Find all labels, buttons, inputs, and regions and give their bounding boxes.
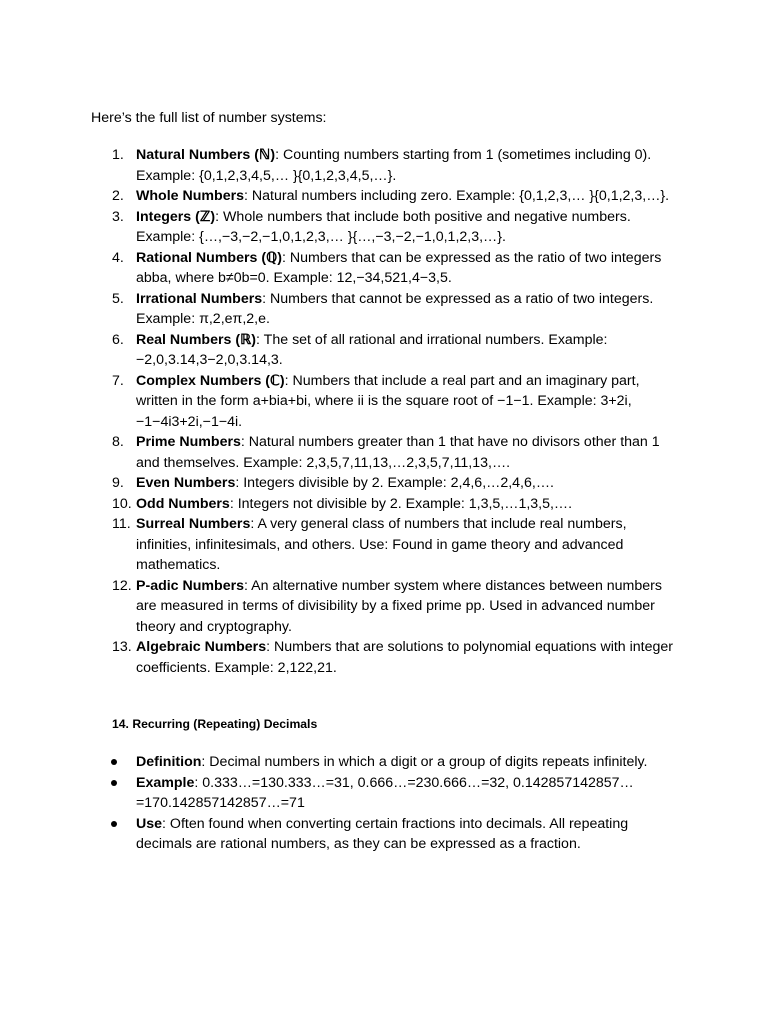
list-item <box>91 248 681 289</box>
list-item <box>91 494 681 515</box>
list-marker: 11. <box>112 516 131 532</box>
item-term: P-adic Numbers <box>136 577 245 594</box>
item-term: Surreal Numbers <box>136 516 251 532</box>
list-marker: 9. <box>112 475 124 491</box>
item-description: : Whole numbers that include both positive and negative numbers. Example: {…,−3,−2,−1,0,1,2,3,… }{…,−3,−2,−1,0,1,2,3,…}. <box>136 208 631 245</box>
list-item <box>91 814 681 855</box>
list-marker: 12. <box>112 577 132 594</box>
item-term: Use <box>136 815 163 832</box>
bullet-icon <box>111 759 117 765</box>
number-systems-list <box>91 145 681 678</box>
item-term: Rational Numbers (ℚ) <box>136 249 282 266</box>
list-item <box>91 330 681 371</box>
list-marker: 10. <box>112 495 132 512</box>
item-description: : Natural numbers greater than 1 that have no divisors other than 1 and themselves. Example: 2,3,5,7,11,13,…2,3,5,7,11,13,…. <box>136 434 660 471</box>
list-marker: 6. <box>112 331 124 348</box>
list-item <box>91 637 681 678</box>
list-marker: 13. <box>112 639 132 655</box>
item-term: Definition <box>136 754 202 770</box>
item-term: Even Numbers <box>136 475 236 491</box>
list-item <box>91 752 681 773</box>
item-term: Odd Numbers <box>136 495 230 512</box>
item-description: : An alternative number system where distances between numbers are measured in terms of divisibility by a fixed prime pp. Used in advanced number theory and cryptography. <box>136 577 662 635</box>
item-description: : Integers divisible by 2. Example: 2,4,6,…2,4,6,…. <box>235 475 554 491</box>
list-item <box>91 145 681 186</box>
list-marker: 5. <box>112 290 124 307</box>
item-term: Example <box>136 774 195 791</box>
item-description: : Numbers that include a real part and an imaginary part, written in the form a+bia+bi, where ii is the square root of −1−1. Example: 3+2i,−1−4i3+2i,−1−4i. <box>136 372 640 430</box>
item-term: Irrational Numbers <box>136 290 263 307</box>
item-description: : Numbers that cannot be expressed as a ratio of two integers. Example: π,2,eπ,2,e. <box>136 290 654 327</box>
list-item <box>91 289 681 330</box>
bullet-icon <box>111 780 117 786</box>
list-item <box>91 371 681 433</box>
list-item <box>91 207 681 248</box>
list-marker: 1. <box>112 147 124 163</box>
item-description: : Counting numbers starting from 1 (sometimes including 0). Example: {0,1,2,3,4,5,… }{0,1,2,3,4,5,…}. <box>136 147 652 184</box>
item-description: : Numbers that can be expressed as the ratio of two integers abba, where b≠0b=0. Example: 12,−34,521,4−3,5. <box>136 249 662 286</box>
item-term: Prime Numbers <box>136 434 241 450</box>
item-description: : 0.333…=130.333…=31, 0.666…=230.666…=32, 0.142857142857…=170.142857142857…=71 <box>136 774 634 811</box>
list-marker: 2. <box>112 188 124 204</box>
list-item <box>91 514 681 576</box>
list-marker: 8. <box>112 434 124 450</box>
list-item <box>91 186 681 207</box>
list-item <box>91 773 681 814</box>
list-item <box>91 576 681 638</box>
item-term: Natural Numbers (ℕ) <box>136 147 276 163</box>
item-description: : Decimal numbers in which a digit or a group of digits repeats infinitely. <box>201 754 648 770</box>
item-description: : Integers not divisible by 2. Example: 1,3,5,…1,3,5,…. <box>229 495 573 512</box>
list-item <box>91 432 681 473</box>
item-description: : Often found when converting certain fractions into decimals. All repeating decimals are rational numbers, as they can be expressed as a fraction. <box>136 815 629 852</box>
item-term: Algebraic Numbers <box>136 639 267 655</box>
item-term: Complex Numbers (ℂ) <box>136 372 285 389</box>
list-marker: 7. <box>112 372 124 389</box>
bullet-icon <box>111 821 117 827</box>
list-marker: 3. <box>112 208 124 225</box>
item-description: : A very general class of numbers that include real numbers, infinities, infinitesimals, and others. Use: Found in game theory and advanced mathematics. <box>136 516 627 573</box>
item-term: Real Numbers (ℝ) <box>136 331 257 348</box>
item-description: : Natural numbers including zero. Example: {0,1,2,3,… }{0,1,2,3,…}. <box>244 188 670 204</box>
list-item <box>91 473 681 494</box>
item-description: : The set of all rational and irrational numbers. Example: −2,0,3.14,3−2,0,3.14,3. <box>136 331 608 368</box>
list-marker: 4. <box>112 249 124 266</box>
item-term: Whole Numbers <box>136 188 244 204</box>
item-description: : Numbers that are solutions to polynomial equations with integer coefficients. Example: 2,122,21. <box>136 639 674 676</box>
section-heading: 14. Recurring (Repeating) Decimals <box>112 717 318 731</box>
recurring-decimals-list <box>91 752 681 855</box>
item-term: Integers (ℤ) <box>136 208 216 225</box>
intro-text: Here’s the full list of number systems: <box>91 110 327 126</box>
